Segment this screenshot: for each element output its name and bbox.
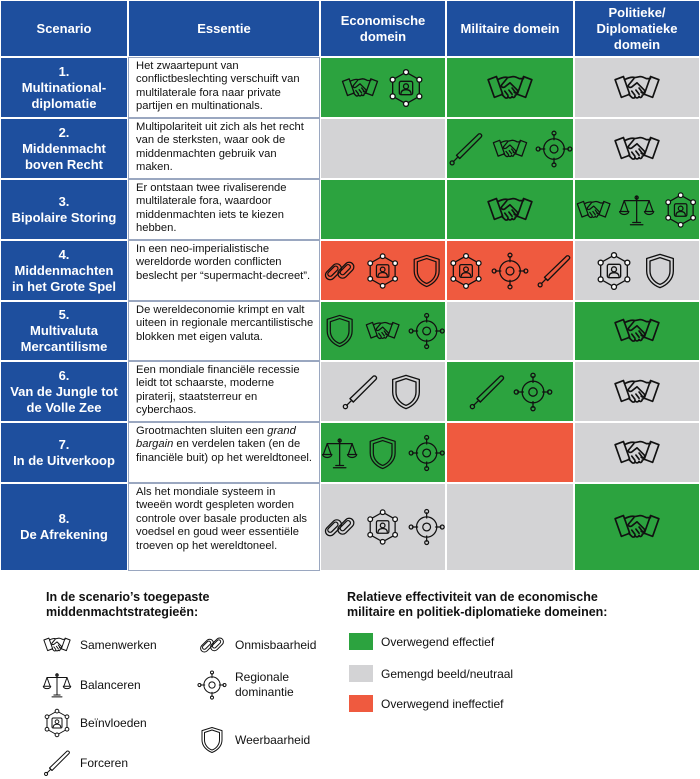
bat-icon xyxy=(447,129,485,169)
handshake-icon xyxy=(485,63,535,113)
scenario-name: 1. Multinational- diplomatie xyxy=(0,57,128,118)
influence-icon xyxy=(662,190,699,230)
scenario-essence: In een neo-imperialistische wereldorde worden conflicten beslecht per “supermacht-decreet”. xyxy=(128,240,320,301)
shield-icon xyxy=(364,433,401,473)
economic-domain-cell xyxy=(320,301,446,361)
target-icon xyxy=(197,670,227,700)
economic-domain-cell xyxy=(320,179,446,240)
strategies-legend-title: In de scenario’s toegepaste middenmachtstrategieën: xyxy=(46,590,210,619)
scenario-essence: Multipolariteit uit zich als het recht van de sterksten, waar ook de middenmachten gebruik van maken. xyxy=(128,118,320,179)
scenario-essence: Als het mondiale systeem in tweeën wordt gespleten worden controle over basale producten als voedsel en goud weer essentiële troeven op het wereldtoneel. xyxy=(128,483,320,571)
chain-icon xyxy=(321,507,358,547)
shield-icon xyxy=(197,725,227,755)
scenario-name: 5. Multivaluta Mercantilisme xyxy=(0,301,128,361)
legend-strategy-label: Forceren xyxy=(80,756,129,770)
bat-icon xyxy=(467,372,507,412)
scenario-essence xyxy=(128,422,320,483)
handshake-icon xyxy=(485,185,535,235)
political-domain-cell xyxy=(574,240,700,301)
header-scenario: Scenario xyxy=(0,0,128,57)
scenario-essence: De wereldeconomie krimpt en valt uiteen in regionale mercantilistische blokken met eigen valuta. xyxy=(128,301,320,361)
political-domain-cell xyxy=(574,57,700,118)
target-icon xyxy=(408,507,445,547)
scenario-essence: Het zwaartepunt van conflictbeslechting verschuift van multilaterale fora naar private partijen en multinationals. xyxy=(128,57,320,118)
scenario-essence: Een mondiale financiële recessie leidt tot schaarste, moderne piraterij, staatsterreur en cyberchaos. xyxy=(128,361,320,422)
legend-color-swatch xyxy=(349,695,373,712)
header-militair: Militaire domein xyxy=(446,0,574,57)
scales-icon xyxy=(42,670,72,700)
handshake-icon xyxy=(612,367,662,417)
target-icon xyxy=(535,129,573,169)
target-icon xyxy=(408,311,445,351)
military-domain-cell xyxy=(446,422,574,483)
essence-text: Grootmachten sluiten een xyxy=(136,425,268,437)
scenario-name: 2. Middenmacht boven Recht xyxy=(0,118,128,179)
legend-strategy-label: Onmisbaarheid xyxy=(235,638,317,652)
influence-icon xyxy=(386,68,426,108)
legend-strategy-label: Beïnvloeden xyxy=(80,716,147,730)
bat-icon xyxy=(340,372,380,412)
legend-strategy-label: Regionale dominantie xyxy=(235,670,294,699)
influence-icon xyxy=(42,708,72,738)
economic-domain-cell xyxy=(320,240,446,301)
handshake-icon xyxy=(612,502,662,552)
handshake-icon xyxy=(340,68,380,108)
bat-icon xyxy=(535,251,573,291)
header-economisch: Economische domein xyxy=(320,0,446,57)
economic-domain-cell xyxy=(320,57,446,118)
political-domain-cell xyxy=(574,483,700,571)
legend-effect-item xyxy=(349,665,513,682)
military-domain-cell xyxy=(446,240,574,301)
political-domain-cell xyxy=(574,422,700,483)
handshake-icon xyxy=(612,428,662,478)
header-politiek: Politieke/ Diplomatieke domein xyxy=(574,0,700,57)
political-domain-cell xyxy=(574,179,700,240)
shield-icon xyxy=(386,372,426,412)
economic-domain-cell xyxy=(320,361,446,422)
target-icon xyxy=(408,433,445,473)
military-domain-cell xyxy=(446,483,574,571)
bat-icon xyxy=(42,748,72,778)
scales-icon xyxy=(618,190,655,230)
header-essentie: Essentie xyxy=(128,0,320,57)
economic-domain-cell xyxy=(320,118,446,179)
legend-strategy-item xyxy=(42,670,141,700)
influence-icon xyxy=(594,251,634,291)
legend-strategy-label: Balanceren xyxy=(80,678,141,692)
political-domain-cell xyxy=(574,361,700,422)
legend-strategy-label: Samenwerken xyxy=(80,638,157,652)
handshake-icon xyxy=(491,129,529,169)
influence-icon xyxy=(364,507,401,547)
handshake-icon xyxy=(575,190,612,230)
military-domain-cell xyxy=(446,361,574,422)
essence-text: en verdelen taken (en de financiële buit) op het wereldtoneel. xyxy=(136,438,313,464)
chain-icon xyxy=(321,251,358,291)
military-domain-cell xyxy=(446,118,574,179)
scenario-name: 4. Middenmachten in het Grote Spel xyxy=(0,240,128,301)
political-domain-cell xyxy=(574,118,700,179)
influence-icon xyxy=(447,251,485,291)
legend-effect-label: Overwegend effectief xyxy=(381,634,495,649)
legend-color-swatch xyxy=(349,633,373,650)
shield-icon xyxy=(640,251,680,291)
shield-icon xyxy=(408,251,445,291)
scales-icon xyxy=(321,433,358,473)
influence-icon xyxy=(364,251,401,291)
scenario-name: 7. In de Uitverkoop xyxy=(0,422,128,483)
economic-domain-cell xyxy=(320,422,446,483)
legend-strategy-item xyxy=(42,748,128,778)
legend-strategy-item xyxy=(197,630,316,660)
handshake-icon xyxy=(364,311,401,351)
legend-color-swatch xyxy=(349,665,373,682)
scenario-name: 3. Bipolaire Storing xyxy=(0,179,128,240)
shield-icon xyxy=(321,311,358,351)
scenario-name: 6. Van de Jungle tot de Volle Zee xyxy=(0,361,128,422)
handshake-icon xyxy=(612,124,662,174)
essence-emphasis: grand bargain xyxy=(136,425,296,451)
legend-strategy-item xyxy=(42,708,147,738)
scenario-essence: Er ontstaan twee rivaliserende multilaterale fora, waardoor middenmachten iets te kiezen hebben. xyxy=(128,179,320,240)
legend-effect-item xyxy=(349,633,494,650)
handshake-icon xyxy=(612,306,662,356)
legend-strategy-label: Weerbaarheid xyxy=(235,733,311,747)
legend-effect-item xyxy=(349,695,504,712)
handshake-icon xyxy=(42,630,72,660)
political-domain-cell xyxy=(574,301,700,361)
target-icon xyxy=(513,372,553,412)
target-icon xyxy=(491,251,529,291)
effect-legend-title: Relatieve effectiviteit van de economische militaire en politiek-diplomatieke domeinen: xyxy=(347,590,608,619)
economic-domain-cell xyxy=(320,483,446,571)
military-domain-cell xyxy=(446,57,574,118)
handshake-icon xyxy=(612,63,662,113)
legend-strategy-item xyxy=(42,630,157,660)
chain-icon xyxy=(197,630,227,660)
scenario-name: 8. De Afrekening xyxy=(0,483,128,571)
legend-effect-label: Gemengd beeld/neutraal xyxy=(381,666,514,681)
legend-strategy-item xyxy=(197,670,315,700)
military-domain-cell xyxy=(446,301,574,361)
legend-strategy-item xyxy=(197,725,310,755)
legend-effect-label: Overwegend ineffectief xyxy=(381,696,504,711)
military-domain-cell xyxy=(446,179,574,240)
